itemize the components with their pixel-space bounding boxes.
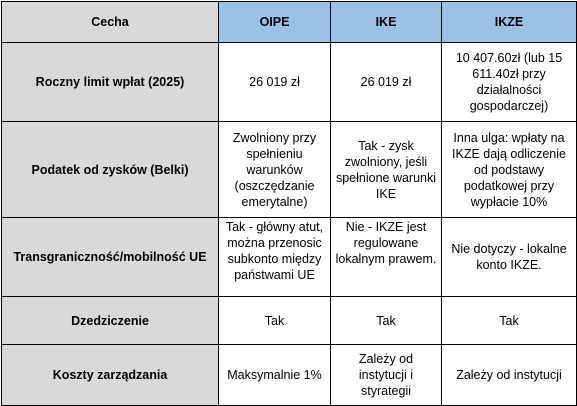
- header-oipe: OIPE: [219, 2, 331, 43]
- cell-capital-gains-tax-ikze: Inna ulga: wpłaty na IKZE dają odliczenie od podstawy podatkowej przy wypłacie 10%: [442, 122, 577, 218]
- row-label-management-costs: Koszty zarządzania: [2, 345, 219, 406]
- row-eu-portability: [2, 218, 577, 297]
- cell-annual-limit-ikze: 10 407.60zł (lub 15 611.40zł przy działalności gospodarczej): [442, 43, 577, 122]
- cell-management-costs-oipe: Maksymalnie 1%: [219, 345, 331, 406]
- row-management-costs: [2, 345, 577, 406]
- row-label-eu-portability: Transgraniczność/mobilność UE: [2, 218, 219, 297]
- cell-inheritance-ikze: Tak: [442, 297, 577, 345]
- row-capital-gains-tax: [2, 122, 577, 218]
- cell-capital-gains-tax-ike: Tak - zysk zwolniony, jeśli spełnione warunki IKE: [331, 122, 442, 218]
- row-annual-limit: [2, 43, 577, 122]
- row-label-annual-limit: Roczny limit wpłat (2025): [2, 43, 219, 122]
- cell-capital-gains-tax-oipe: Zwolniony przy spełnieniu warunków (oszczędzanie emerytalne): [219, 122, 331, 218]
- header-row: [2, 2, 577, 43]
- cell-management-costs-ikze: Zależy od instytucji: [442, 345, 577, 406]
- header-ike: IKE: [331, 2, 442, 43]
- cell-inheritance-oipe: Tak: [219, 297, 331, 345]
- row-inheritance: [2, 297, 577, 345]
- cell-eu-portability-ike: Nie - IKZE jest regulowane lokalnym prawem.: [331, 218, 442, 297]
- header-ikze: IKZE: [442, 2, 577, 43]
- cell-management-costs-ike: Zależy od instytucji i styrategii: [331, 345, 442, 406]
- cell-annual-limit-ike: 26 019 zł: [331, 43, 442, 122]
- row-label-capital-gains-tax: Podatek od zysków (Belki): [2, 122, 219, 218]
- cell-inheritance-ike: Tak: [331, 297, 442, 345]
- row-label-inheritance: Dzedziczenie: [2, 297, 219, 345]
- cell-eu-portability-oipe: Tak - główny atut, można przenosic subkonto między państwami UE: [219, 218, 331, 297]
- header-feature: Cecha: [2, 2, 219, 43]
- comparison-table: [1, 1, 577, 406]
- cell-eu-portability-ikze: Nie dotyczy - lokalne konto IKZE.: [442, 218, 577, 297]
- cell-annual-limit-oipe: 26 019 zł: [219, 43, 331, 122]
